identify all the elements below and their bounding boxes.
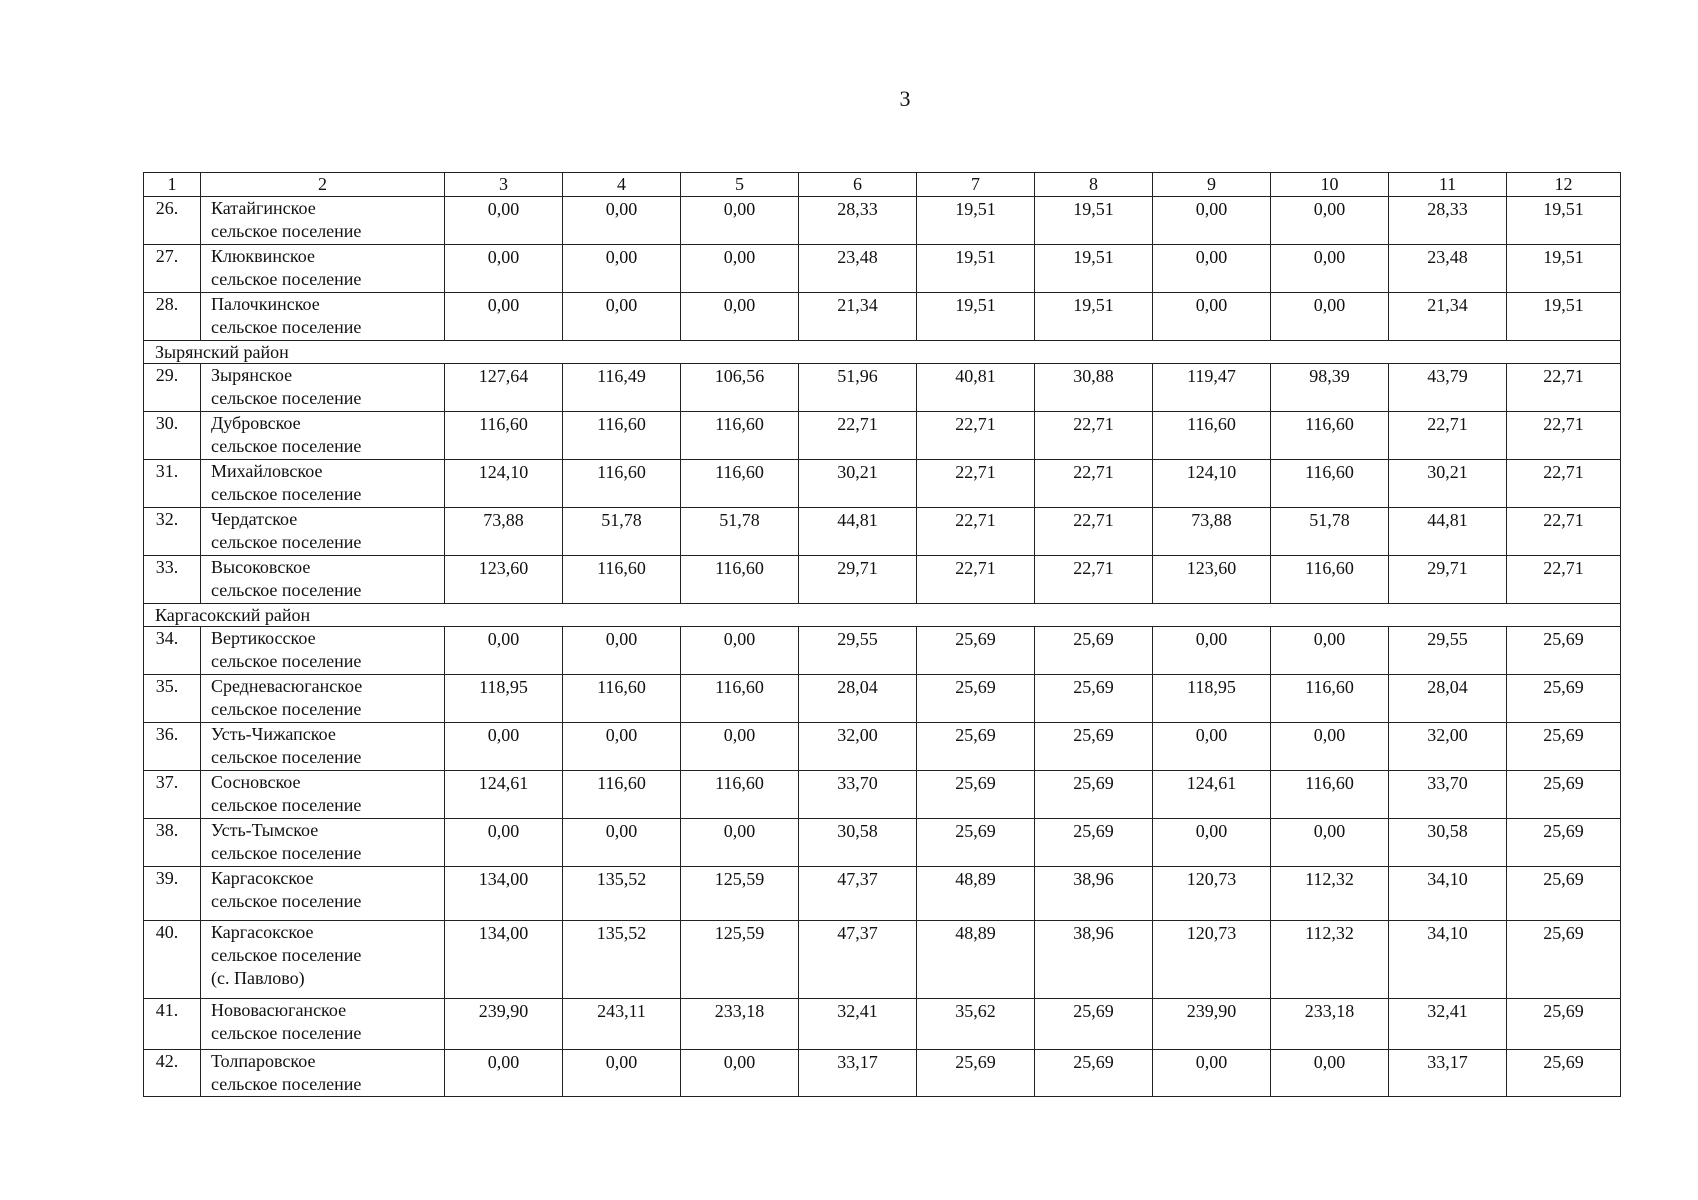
value-cell: 116,49 [563, 364, 681, 412]
value-cell: 33,17 [799, 1050, 917, 1097]
value-cell: 0,00 [563, 293, 681, 341]
value-cell: 0,00 [1271, 245, 1389, 293]
header-cell: 2 [201, 173, 445, 197]
settlement-name-line: Усть-Тымское [211, 820, 319, 840]
value-cell: 19,51 [917, 245, 1035, 293]
value-cell: 0,00 [1153, 245, 1271, 293]
region-row [144, 604, 1621, 627]
value-cell: 116,60 [563, 771, 681, 819]
value-cell: 25,69 [1507, 921, 1621, 999]
header-cell: 5 [681, 173, 799, 197]
value-cell: 134,00 [445, 921, 563, 999]
value-cell: 112,32 [1271, 867, 1389, 921]
value-cell: 124,61 [1153, 771, 1271, 819]
settlement-name [201, 556, 445, 604]
value-cell: 25,69 [1035, 1050, 1153, 1097]
value-cell: 73,88 [1153, 508, 1271, 556]
value-cell: 0,00 [1153, 1050, 1271, 1097]
region-row [144, 341, 1621, 364]
settlement-name [201, 508, 445, 556]
settlement-name-line: Зырянское [211, 365, 293, 385]
value-cell: 116,60 [445, 412, 563, 460]
value-cell: 19,51 [1507, 245, 1621, 293]
value-cell: 23,48 [799, 245, 917, 293]
value-cell: 0,00 [1271, 293, 1389, 341]
value-cell: 116,60 [681, 556, 799, 604]
settlement-name-line: сельское поселение [211, 1074, 362, 1094]
value-cell: 25,69 [917, 1050, 1035, 1097]
tariff-table [143, 172, 1621, 1097]
value-cell: 135,52 [563, 921, 681, 999]
value-cell: 21,34 [1389, 293, 1507, 341]
value-cell: 22,71 [1507, 556, 1621, 604]
value-cell: 116,60 [681, 412, 799, 460]
value-cell: 19,51 [1035, 245, 1153, 293]
settlement-name [201, 867, 445, 921]
value-cell: 25,69 [917, 771, 1035, 819]
value-cell: 19,51 [917, 197, 1035, 245]
value-cell: 32,41 [799, 999, 917, 1050]
value-cell: 134,00 [445, 867, 563, 921]
value-cell: 32,00 [1389, 723, 1507, 771]
settlement-name-line: Усть-Чижапское [211, 724, 336, 744]
value-cell: 32,41 [1389, 999, 1507, 1050]
table-row [144, 556, 1621, 604]
value-cell: 116,60 [563, 675, 681, 723]
value-cell: 0,00 [681, 819, 799, 867]
value-cell: 25,69 [1507, 675, 1621, 723]
value-cell: 19,51 [1035, 197, 1153, 245]
value-cell: 0,00 [681, 293, 799, 341]
row-number: 35. [144, 675, 201, 723]
settlement-name-line: Каргасокское [211, 868, 314, 888]
value-cell: 23,48 [1389, 245, 1507, 293]
value-cell: 47,37 [799, 921, 917, 999]
settlement-name-line: сельское поселение [211, 1023, 362, 1043]
value-cell: 239,90 [445, 999, 563, 1050]
value-cell: 29,71 [799, 556, 917, 604]
table-row [144, 293, 1621, 341]
settlement-name-line: сельское поселение [211, 580, 362, 600]
value-cell: 25,69 [1507, 867, 1621, 921]
value-cell: 120,73 [1153, 867, 1271, 921]
page-number: 3 [899, 86, 911, 111]
value-cell: 28,04 [1389, 675, 1507, 723]
settlement-name [201, 627, 445, 675]
value-cell: 239,90 [1153, 999, 1271, 1050]
table-row [144, 771, 1621, 819]
settlement-name-line: сельское поселение [211, 221, 362, 241]
settlement-name-line: Высоковское [211, 557, 311, 577]
settlement-name-line: Толпаровское [211, 1051, 316, 1071]
row-number: 30. [144, 412, 201, 460]
value-cell: 25,69 [917, 627, 1035, 675]
settlement-name-line: сельское поселение [211, 699, 362, 719]
settlement-name-line: Катайгинское [211, 198, 316, 218]
value-cell: 51,78 [563, 508, 681, 556]
header-cell: 9 [1153, 173, 1271, 197]
value-cell: 0,00 [681, 723, 799, 771]
value-cell: 22,71 [1035, 460, 1153, 508]
header-cell: 11 [1389, 173, 1507, 197]
value-cell: 22,71 [1035, 556, 1153, 604]
settlement-name-line: сельское поселение [211, 436, 362, 456]
value-cell: 33,70 [799, 771, 917, 819]
value-cell: 116,60 [1271, 460, 1389, 508]
value-cell: 112,32 [1271, 921, 1389, 999]
value-cell: 0,00 [445, 627, 563, 675]
value-cell: 124,10 [445, 460, 563, 508]
value-cell: 116,60 [563, 412, 681, 460]
value-cell: 116,60 [563, 460, 681, 508]
row-number: 36. [144, 723, 201, 771]
value-cell: 25,69 [1507, 771, 1621, 819]
value-cell: 25,69 [1507, 999, 1621, 1050]
value-cell: 0,00 [681, 245, 799, 293]
table-row [144, 819, 1621, 867]
row-number: 28. [144, 293, 201, 341]
row-number: 34. [144, 627, 201, 675]
value-cell: 116,60 [1271, 771, 1389, 819]
value-cell: 0,00 [1271, 197, 1389, 245]
value-cell: 25,69 [1035, 675, 1153, 723]
header-cell: 8 [1035, 173, 1153, 197]
value-cell: 28,33 [1389, 197, 1507, 245]
value-cell: 43,79 [1389, 364, 1507, 412]
header-cell: 6 [799, 173, 917, 197]
settlement-name-line: сельское поселение [211, 747, 362, 767]
value-cell: 0,00 [681, 197, 799, 245]
value-cell: 0,00 [563, 197, 681, 245]
value-cell: 25,69 [1507, 819, 1621, 867]
table-row [144, 627, 1621, 675]
value-cell: 0,00 [1271, 723, 1389, 771]
value-cell: 0,00 [1153, 723, 1271, 771]
settlement-name-line: сельское поселение [211, 388, 362, 408]
settlement-name-line: Средневасюганское [211, 676, 363, 696]
settlement-name [201, 245, 445, 293]
value-cell: 22,71 [917, 556, 1035, 604]
value-cell: 116,60 [681, 675, 799, 723]
value-cell: 29,55 [799, 627, 917, 675]
value-cell: 0,00 [445, 293, 563, 341]
value-cell: 0,00 [563, 1050, 681, 1097]
settlement-name-line: сельское поселение [211, 532, 362, 552]
settlement-name [201, 460, 445, 508]
settlement-name-line: сельское поселение [211, 945, 362, 965]
value-cell: 22,71 [1507, 460, 1621, 508]
settlement-name-line: сельское поселение [211, 484, 362, 504]
value-cell: 116,60 [1271, 675, 1389, 723]
value-cell: 22,71 [917, 508, 1035, 556]
value-cell: 25,69 [1507, 723, 1621, 771]
row-number: 32. [144, 508, 201, 556]
value-cell: 25,69 [1035, 771, 1153, 819]
value-cell: 25,69 [917, 675, 1035, 723]
value-cell: 123,60 [1153, 556, 1271, 604]
value-cell: 0,00 [1271, 1050, 1389, 1097]
value-cell: 0,00 [1271, 819, 1389, 867]
region-name: Каргасокский район [144, 604, 1621, 627]
value-cell: 40,81 [917, 364, 1035, 412]
row-number: 42. [144, 1050, 201, 1097]
table-row [144, 723, 1621, 771]
value-cell: 25,69 [1035, 819, 1153, 867]
value-cell: 30,21 [1389, 460, 1507, 508]
settlement-name [201, 771, 445, 819]
value-cell: 22,71 [917, 460, 1035, 508]
table-row [144, 197, 1621, 245]
row-number: 38. [144, 819, 201, 867]
value-cell: 116,60 [681, 771, 799, 819]
value-cell: 116,60 [563, 556, 681, 604]
value-cell: 33,70 [1389, 771, 1507, 819]
value-cell: 0,00 [445, 245, 563, 293]
row-number: 27. [144, 245, 201, 293]
value-cell: 51,78 [681, 508, 799, 556]
value-cell: 32,00 [799, 723, 917, 771]
value-cell: 116,60 [1153, 412, 1271, 460]
region-name: Зырянский район [144, 341, 1621, 364]
table-row [144, 675, 1621, 723]
table-row [144, 364, 1621, 412]
value-cell: 127,64 [445, 364, 563, 412]
settlement-name [201, 675, 445, 723]
settlement-name-line: Сосновское [211, 772, 301, 792]
value-cell: 0,00 [1153, 293, 1271, 341]
value-cell: 0,00 [1153, 197, 1271, 245]
header-cell: 4 [563, 173, 681, 197]
value-cell: 30,21 [799, 460, 917, 508]
settlement-name [201, 293, 445, 341]
settlement-name-line: Михайловское [211, 461, 323, 481]
table-row [144, 867, 1621, 921]
settlement-name-line: Чердатское [211, 509, 298, 529]
value-cell: 233,18 [681, 999, 799, 1050]
value-cell: 0,00 [681, 1050, 799, 1097]
value-cell: 0,00 [563, 819, 681, 867]
value-cell: 73,88 [445, 508, 563, 556]
value-cell: 125,59 [681, 921, 799, 999]
settlement-name [201, 999, 445, 1050]
value-cell: 47,37 [799, 867, 917, 921]
value-cell: 51,78 [1271, 508, 1389, 556]
value-cell: 22,71 [1507, 508, 1621, 556]
value-cell: 0,00 [445, 1050, 563, 1097]
value-cell: 135,52 [563, 867, 681, 921]
value-cell: 0,00 [1153, 819, 1271, 867]
value-cell: 34,10 [1389, 867, 1507, 921]
table-row [144, 245, 1621, 293]
value-cell: 116,60 [1271, 412, 1389, 460]
value-cell: 51,96 [799, 364, 917, 412]
value-cell: 116,60 [681, 460, 799, 508]
value-cell: 19,51 [917, 293, 1035, 341]
value-cell: 0,00 [563, 723, 681, 771]
settlement-name-line: Палочкинское [211, 294, 320, 314]
table-row [144, 999, 1621, 1050]
header-cell: 7 [917, 173, 1035, 197]
table-row [144, 921, 1621, 999]
header-cell: 1 [144, 173, 201, 197]
settlement-name [201, 723, 445, 771]
table-body [144, 173, 1621, 1097]
value-cell: 124,10 [1153, 460, 1271, 508]
value-cell: 22,71 [1507, 412, 1621, 460]
value-cell: 22,71 [1035, 412, 1153, 460]
value-cell: 22,71 [1035, 508, 1153, 556]
settlement-name-line: сельское поселение [211, 317, 362, 337]
row-number: 26. [144, 197, 201, 245]
settlement-name-line: Нововасюганское [211, 1000, 347, 1020]
value-cell: 30,58 [1389, 819, 1507, 867]
value-cell: 125,59 [681, 867, 799, 921]
value-cell: 0,00 [1153, 627, 1271, 675]
table-row [144, 460, 1621, 508]
value-cell: 98,39 [1271, 364, 1389, 412]
value-cell: 33,17 [1389, 1050, 1507, 1097]
settlement-name-line: (с. Павлово) [211, 968, 305, 988]
row-number: 31. [144, 460, 201, 508]
value-cell: 0,00 [563, 627, 681, 675]
value-cell: 44,81 [1389, 508, 1507, 556]
value-cell: 22,71 [1507, 364, 1621, 412]
value-cell: 116,60 [1271, 556, 1389, 604]
value-cell: 25,69 [917, 723, 1035, 771]
value-cell: 28,04 [799, 675, 917, 723]
settlement-name [201, 1050, 445, 1097]
value-cell: 19,51 [1507, 197, 1621, 245]
value-cell: 0,00 [563, 245, 681, 293]
value-cell: 25,69 [1507, 627, 1621, 675]
value-cell: 118,95 [445, 675, 563, 723]
value-cell: 38,96 [1035, 867, 1153, 921]
value-cell: 38,96 [1035, 921, 1153, 999]
value-cell: 119,47 [1153, 364, 1271, 412]
row-number: 29. [144, 364, 201, 412]
value-cell: 124,61 [445, 771, 563, 819]
settlement-name [201, 921, 445, 999]
settlement-name [201, 412, 445, 460]
value-cell: 29,55 [1389, 627, 1507, 675]
table-row [144, 508, 1621, 556]
value-cell: 29,71 [1389, 556, 1507, 604]
value-cell: 19,51 [1507, 293, 1621, 341]
settlement-name-line: Клюквинское [211, 246, 315, 266]
value-cell: 0,00 [681, 627, 799, 675]
value-cell: 44,81 [799, 508, 917, 556]
value-cell: 106,56 [681, 364, 799, 412]
value-cell: 25,69 [1035, 627, 1153, 675]
value-cell: 48,89 [917, 867, 1035, 921]
value-cell: 0,00 [445, 197, 563, 245]
settlement-name [201, 364, 445, 412]
row-number: 37. [144, 771, 201, 819]
value-cell: 233,18 [1271, 999, 1389, 1050]
settlement-name-line: Каргасокское [211, 922, 314, 942]
value-cell: 19,51 [1035, 293, 1153, 341]
value-cell: 0,00 [445, 819, 563, 867]
settlement-name-line: сельское поселение [211, 891, 362, 911]
value-cell: 0,00 [445, 723, 563, 771]
column-number-header [144, 173, 1621, 197]
value-cell: 22,71 [799, 412, 917, 460]
value-cell: 243,11 [563, 999, 681, 1050]
table-row [144, 1050, 1621, 1097]
value-cell: 30,58 [799, 819, 917, 867]
value-cell: 28,33 [799, 197, 917, 245]
value-cell: 120,73 [1153, 921, 1271, 999]
header-cell: 10 [1271, 173, 1389, 197]
settlement-name-line: сельское поселение [211, 269, 362, 289]
settlement-name [201, 819, 445, 867]
value-cell: 34,10 [1389, 921, 1507, 999]
value-cell: 118,95 [1153, 675, 1271, 723]
header-cell: 12 [1507, 173, 1621, 197]
value-cell: 21,34 [799, 293, 917, 341]
value-cell: 22,71 [917, 412, 1035, 460]
header-cell: 3 [445, 173, 563, 197]
value-cell: 25,69 [917, 819, 1035, 867]
settlement-name-line: Вертикосское [211, 628, 316, 648]
value-cell: 48,89 [917, 921, 1035, 999]
settlement-name-line: сельское поселение [211, 795, 362, 815]
value-cell: 25,69 [1507, 1050, 1621, 1097]
row-number: 40. [144, 921, 201, 999]
settlement-name-line: сельское поселение [211, 843, 362, 863]
settlement-name [201, 197, 445, 245]
row-number: 41. [144, 999, 201, 1050]
value-cell: 30,88 [1035, 364, 1153, 412]
settlement-name-line: Дубровское [211, 413, 301, 433]
row-number: 33. [144, 556, 201, 604]
value-cell: 0,00 [1271, 627, 1389, 675]
row-number: 39. [144, 867, 201, 921]
value-cell: 25,69 [1035, 723, 1153, 771]
value-cell: 35,62 [917, 999, 1035, 1050]
value-cell: 123,60 [445, 556, 563, 604]
table-row [144, 412, 1621, 460]
settlement-name-line: сельское поселение [211, 651, 362, 671]
value-cell: 22,71 [1389, 412, 1507, 460]
value-cell: 25,69 [1035, 999, 1153, 1050]
